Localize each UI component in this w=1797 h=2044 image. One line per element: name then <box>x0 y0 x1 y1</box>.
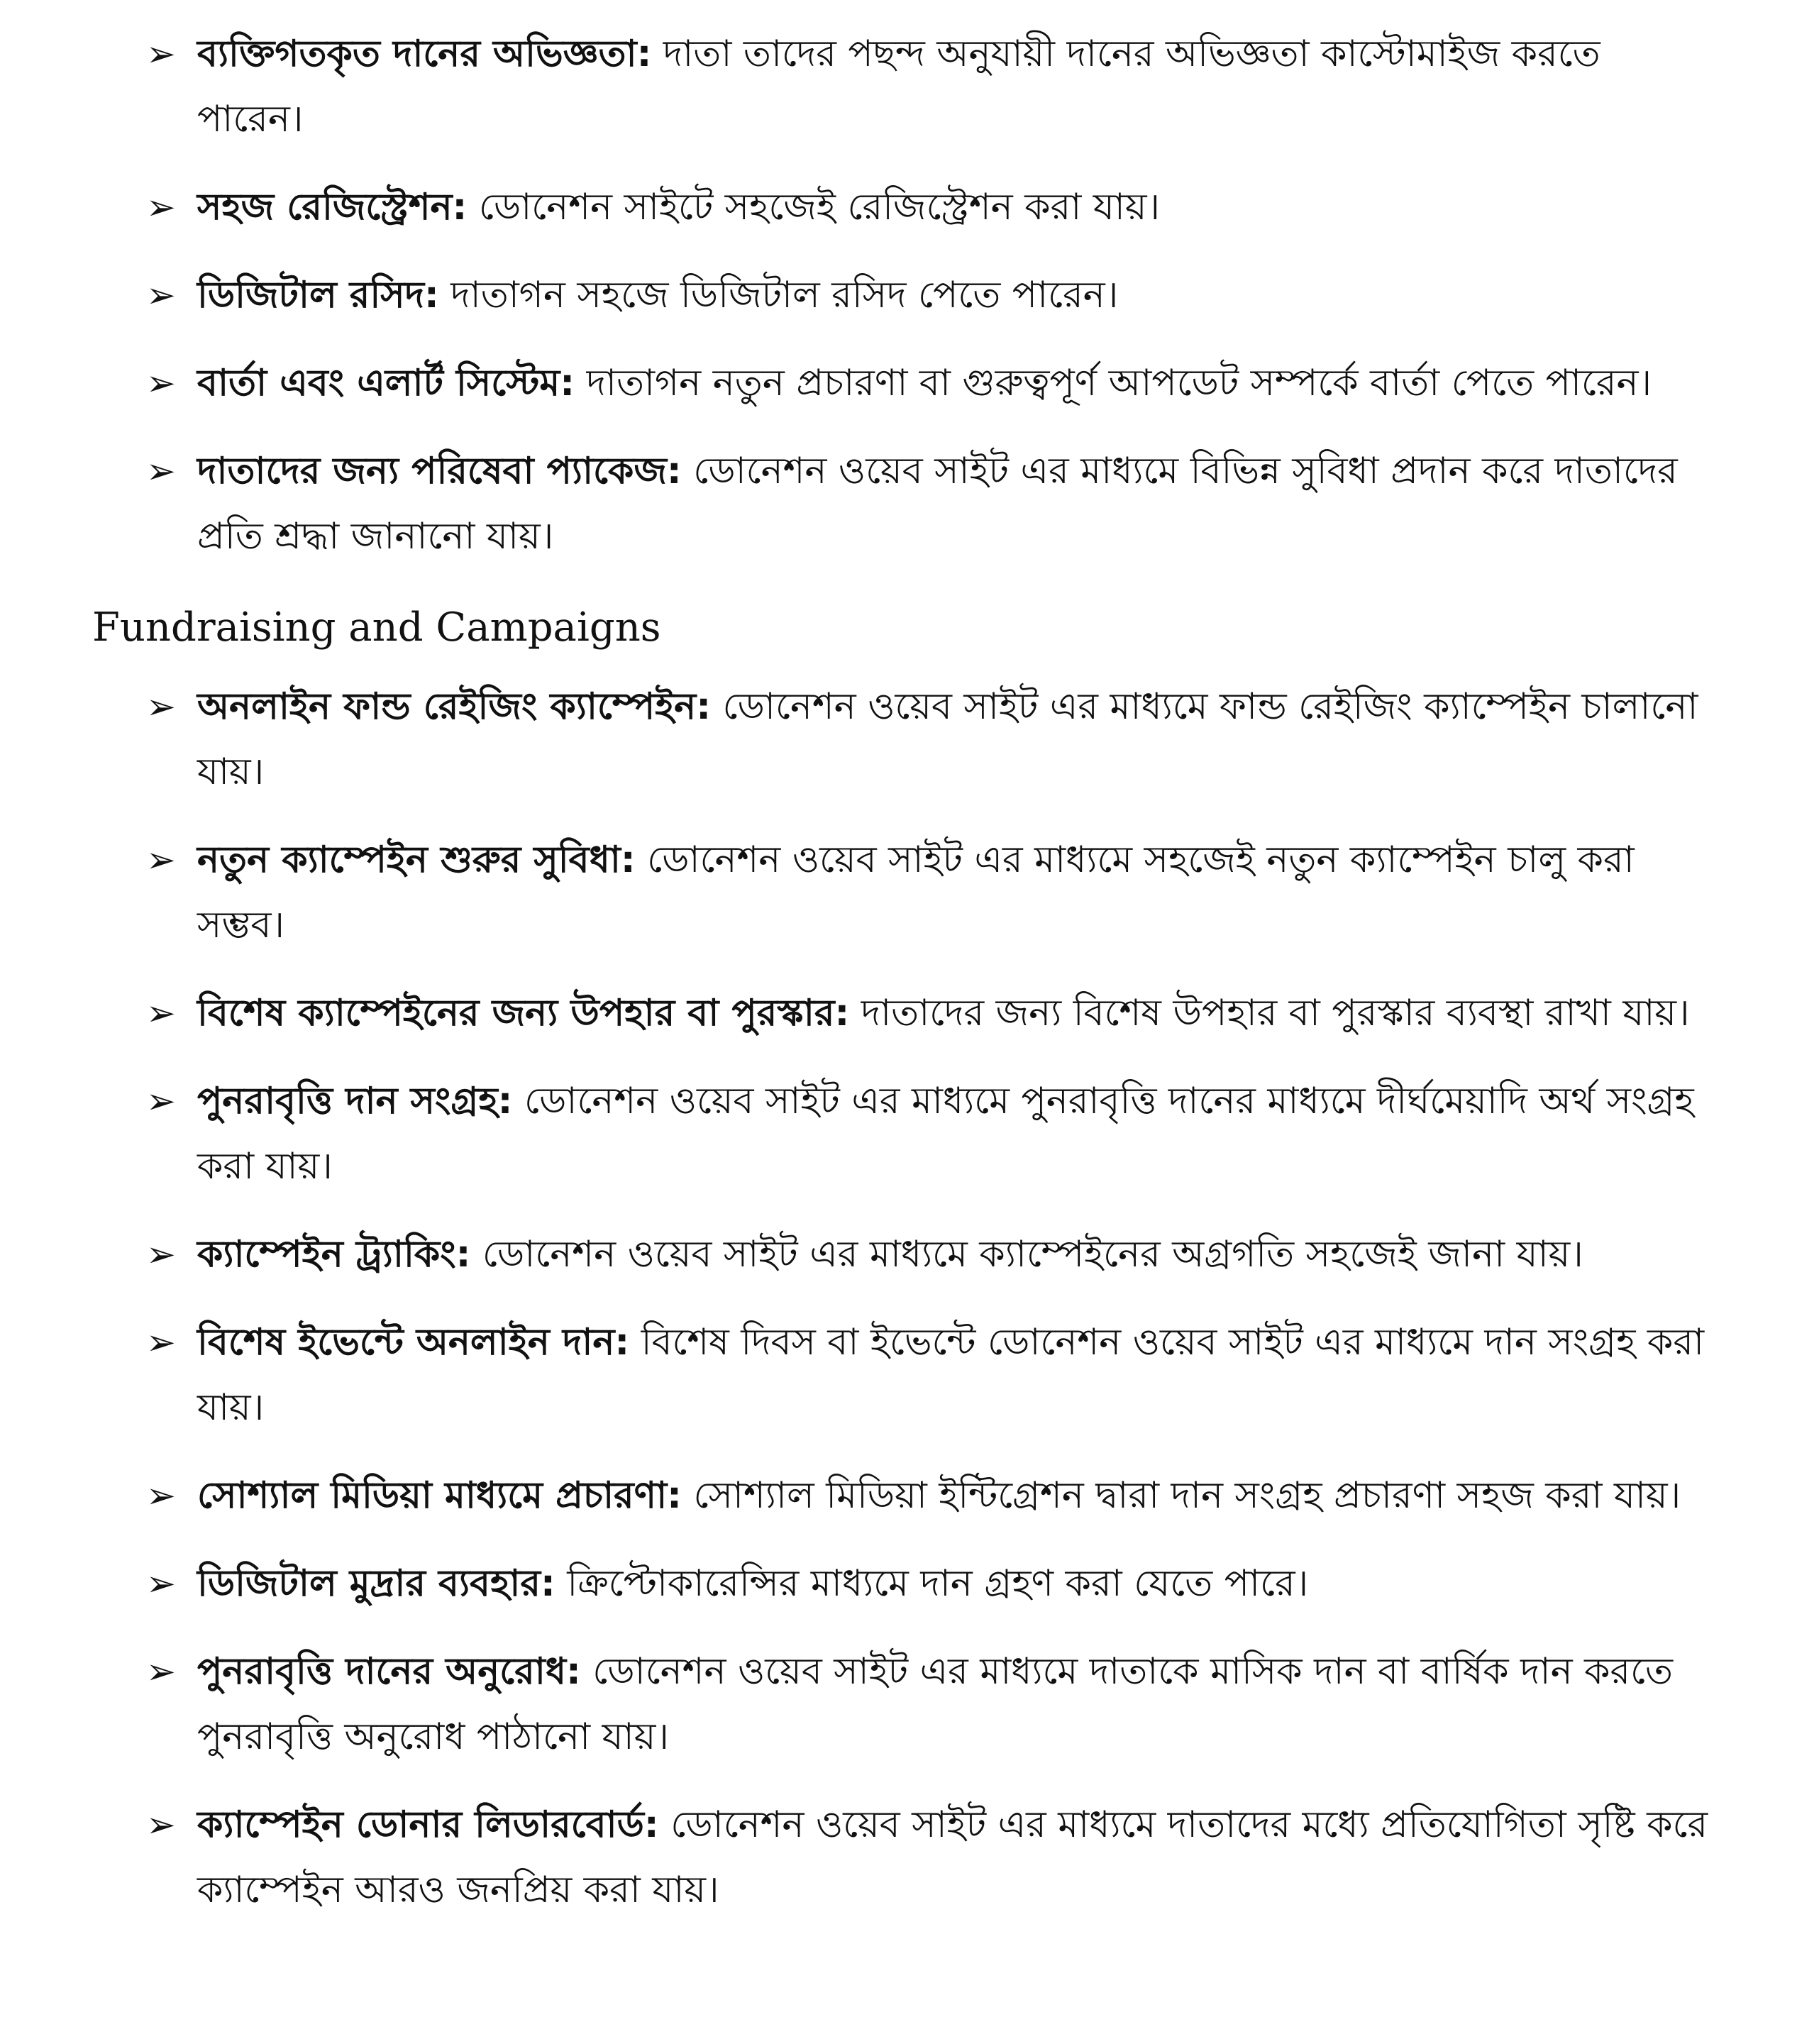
list-item <box>0 1463 1797 1528</box>
donor-features-list <box>0 21 1797 592</box>
item-description: ডোনেশন ওয়েব সাইট এর মাধ্যমে দাতাকে মাসিক দান বা বার্ষিক দান করতে পুনরাবৃত্তি অনুরোধ পাঠানো যায়। <box>197 1650 1674 1758</box>
item-term: অনলাইন ফান্ড রেইজিং ক্যাম্পেইন: <box>197 685 711 728</box>
arrow-bullet-icon: ➢ <box>146 1563 176 1604</box>
item-term: ডিজিটাল মুদ্রার ব্যবহার: <box>197 1562 555 1605</box>
list-item <box>0 1792 1797 1923</box>
arrow-bullet-icon: ➢ <box>146 451 176 492</box>
arrow-bullet-icon: ➢ <box>146 1322 176 1363</box>
arrow-bullet-icon: ➢ <box>146 275 176 316</box>
item-description: ডোনেশন ওয়েব সাইট এর মাধ্যমে দাতাদের মধ্যে প্রতিযোগিতা সৃষ্টি করে ক্যাম্পেইন আরও জনপ্রিয় করা যায়। <box>197 1803 1708 1911</box>
item-term: সহজ রেজিস্ট্রেশন: <box>197 186 468 228</box>
item-term: বার্তা এবং এলার্ট সিস্টেম: <box>197 362 575 404</box>
item-description: সোশ্যাল মিডিয়া ইন্টিগ্রেশন দ্বারা দান সংগ্রহ প্রচারণা সহজ করা যায়। <box>693 1474 1681 1517</box>
list-item <box>0 263 1797 328</box>
item-description: ক্রিপ্টোকারেন্সির মাধ্যমে দান গ্রহণ করা যেতে পারে। <box>567 1562 1309 1605</box>
fundraising-features-list <box>0 674 1797 1945</box>
item-term: বিশেষ ক্যাম্পেইনের জন্য উপহার বা পুরস্কার: <box>197 992 850 1034</box>
item-term: পুনরাবৃত্তি দানের অনুরোধ: <box>197 1650 581 1693</box>
item-term: দাতাদের জন্য পরিষেবা প্যাকেজ: <box>197 450 682 492</box>
item-description: দাতাগন নতুন প্রচারণা বা গুরুত্বপূর্ণ আপডেট সম্পর্কে বার্তা পেতে পারেন। <box>586 362 1652 404</box>
list-item <box>0 1551 1797 1616</box>
arrow-bullet-icon: ➢ <box>146 839 176 880</box>
section-heading: Fundraising and Campaigns <box>92 604 661 651</box>
item-description: ডোনেশন ওয়েব সাইট এর মাধ্যমে পুনরাবৃত্তি দানের মাধ্যমে দীর্ঘমেয়াদি অর্থ সংগ্রহ করা যায়। <box>197 1080 1694 1188</box>
arrow-bullet-icon: ➢ <box>146 1081 176 1122</box>
list-item <box>0 438 1797 569</box>
arrow-bullet-icon: ➢ <box>146 993 176 1034</box>
arrow-bullet-icon: ➢ <box>146 1651 176 1692</box>
list-item <box>0 1639 1797 1769</box>
list-item <box>0 1222 1797 1287</box>
arrow-bullet-icon: ➢ <box>146 363 176 404</box>
arrow-bullet-icon: ➢ <box>146 1804 176 1845</box>
list-item <box>0 827 1797 958</box>
arrow-bullet-icon: ➢ <box>146 686 176 727</box>
item-description: ডোনেশন ওয়েব সাইট এর মাধ্যমে ক্যাম্পেইনের অগ্রগতি সহজেই জানা যায়। <box>482 1233 1583 1276</box>
list-item <box>0 1310 1797 1440</box>
list-item <box>0 350 1797 416</box>
item-term: ক্যাম্পেইন ট্র্যাকিং: <box>197 1233 471 1276</box>
list-item <box>0 21 1797 152</box>
item-description: দাতা তাদের পছন্দ অনুযায়ী দানের অভিজ্ঞতা কাস্টোমাইজ করতে পারেন। <box>197 33 1600 140</box>
item-term: ক্যাম্পেইন ডোনার লিডারবোর্ড: <box>197 1803 659 1846</box>
item-description: ডোনেশন সাইটে সহজেই রেজিস্ট্রেশন করা যায়। <box>478 186 1161 228</box>
list-item <box>0 980 1797 1046</box>
item-term: সোশ্যাল মিডিয়া মাধ্যমে প্রচারণা: <box>197 1474 682 1517</box>
item-term: ডিজিটাল রসিদ: <box>197 274 439 316</box>
item-term: পুনরাবৃত্তি দান সংগ্রহ: <box>197 1080 513 1122</box>
item-description: ডোনেশন ওয়েব সাইট এর মাধ্যমে সহজেই নতুন ক্যাম্পেইন চালু করা সম্ভব। <box>197 839 1635 946</box>
item-term: বিশেষ ইভেন্টে অনলাইন দান: <box>197 1321 630 1364</box>
arrow-bullet-icon: ➢ <box>146 187 176 228</box>
list-item <box>0 175 1797 240</box>
item-term: নতুন ক্যাম্পেইন শুরুর সুবিধা: <box>197 839 636 881</box>
item-description: ডোনেশন ওয়েব সাইট এর মাধ্যমে বিভিন্ন সুবিধা প্রদান করে দাতাদের প্রতি শ্রদ্ধা জানানো যায়। <box>197 450 1678 558</box>
item-description: ডোনেশন ওয়েব সাইট এর মাধ্যমে ফান্ড রেইজিং ক্যাম্পেইন চালানো যায়। <box>197 685 1698 793</box>
item-description: দাতাগন সহজে ডিজিটাল রসিদ পেতে পারেন। <box>450 274 1119 316</box>
item-description: দাতাদের জন্য বিশেষ উপহার বা পুরস্কার ব্যবস্থা রাখা যায়। <box>861 992 1690 1034</box>
arrow-bullet-icon: ➢ <box>146 1234 176 1275</box>
list-item <box>0 1068 1797 1199</box>
item-description: বিশেষ দিবস বা ইভেন্টে ডোনেশন ওয়েব সাইট এর মাধ্যমে দান সংগ্রহ করা যায়। <box>197 1321 1705 1429</box>
item-term: ব্যক্তিগতকৃত দানের অভিজ্ঞতা: <box>197 33 652 75</box>
list-item <box>0 674 1797 805</box>
arrow-bullet-icon: ➢ <box>146 33 176 74</box>
arrow-bullet-icon: ➢ <box>146 1475 176 1516</box>
